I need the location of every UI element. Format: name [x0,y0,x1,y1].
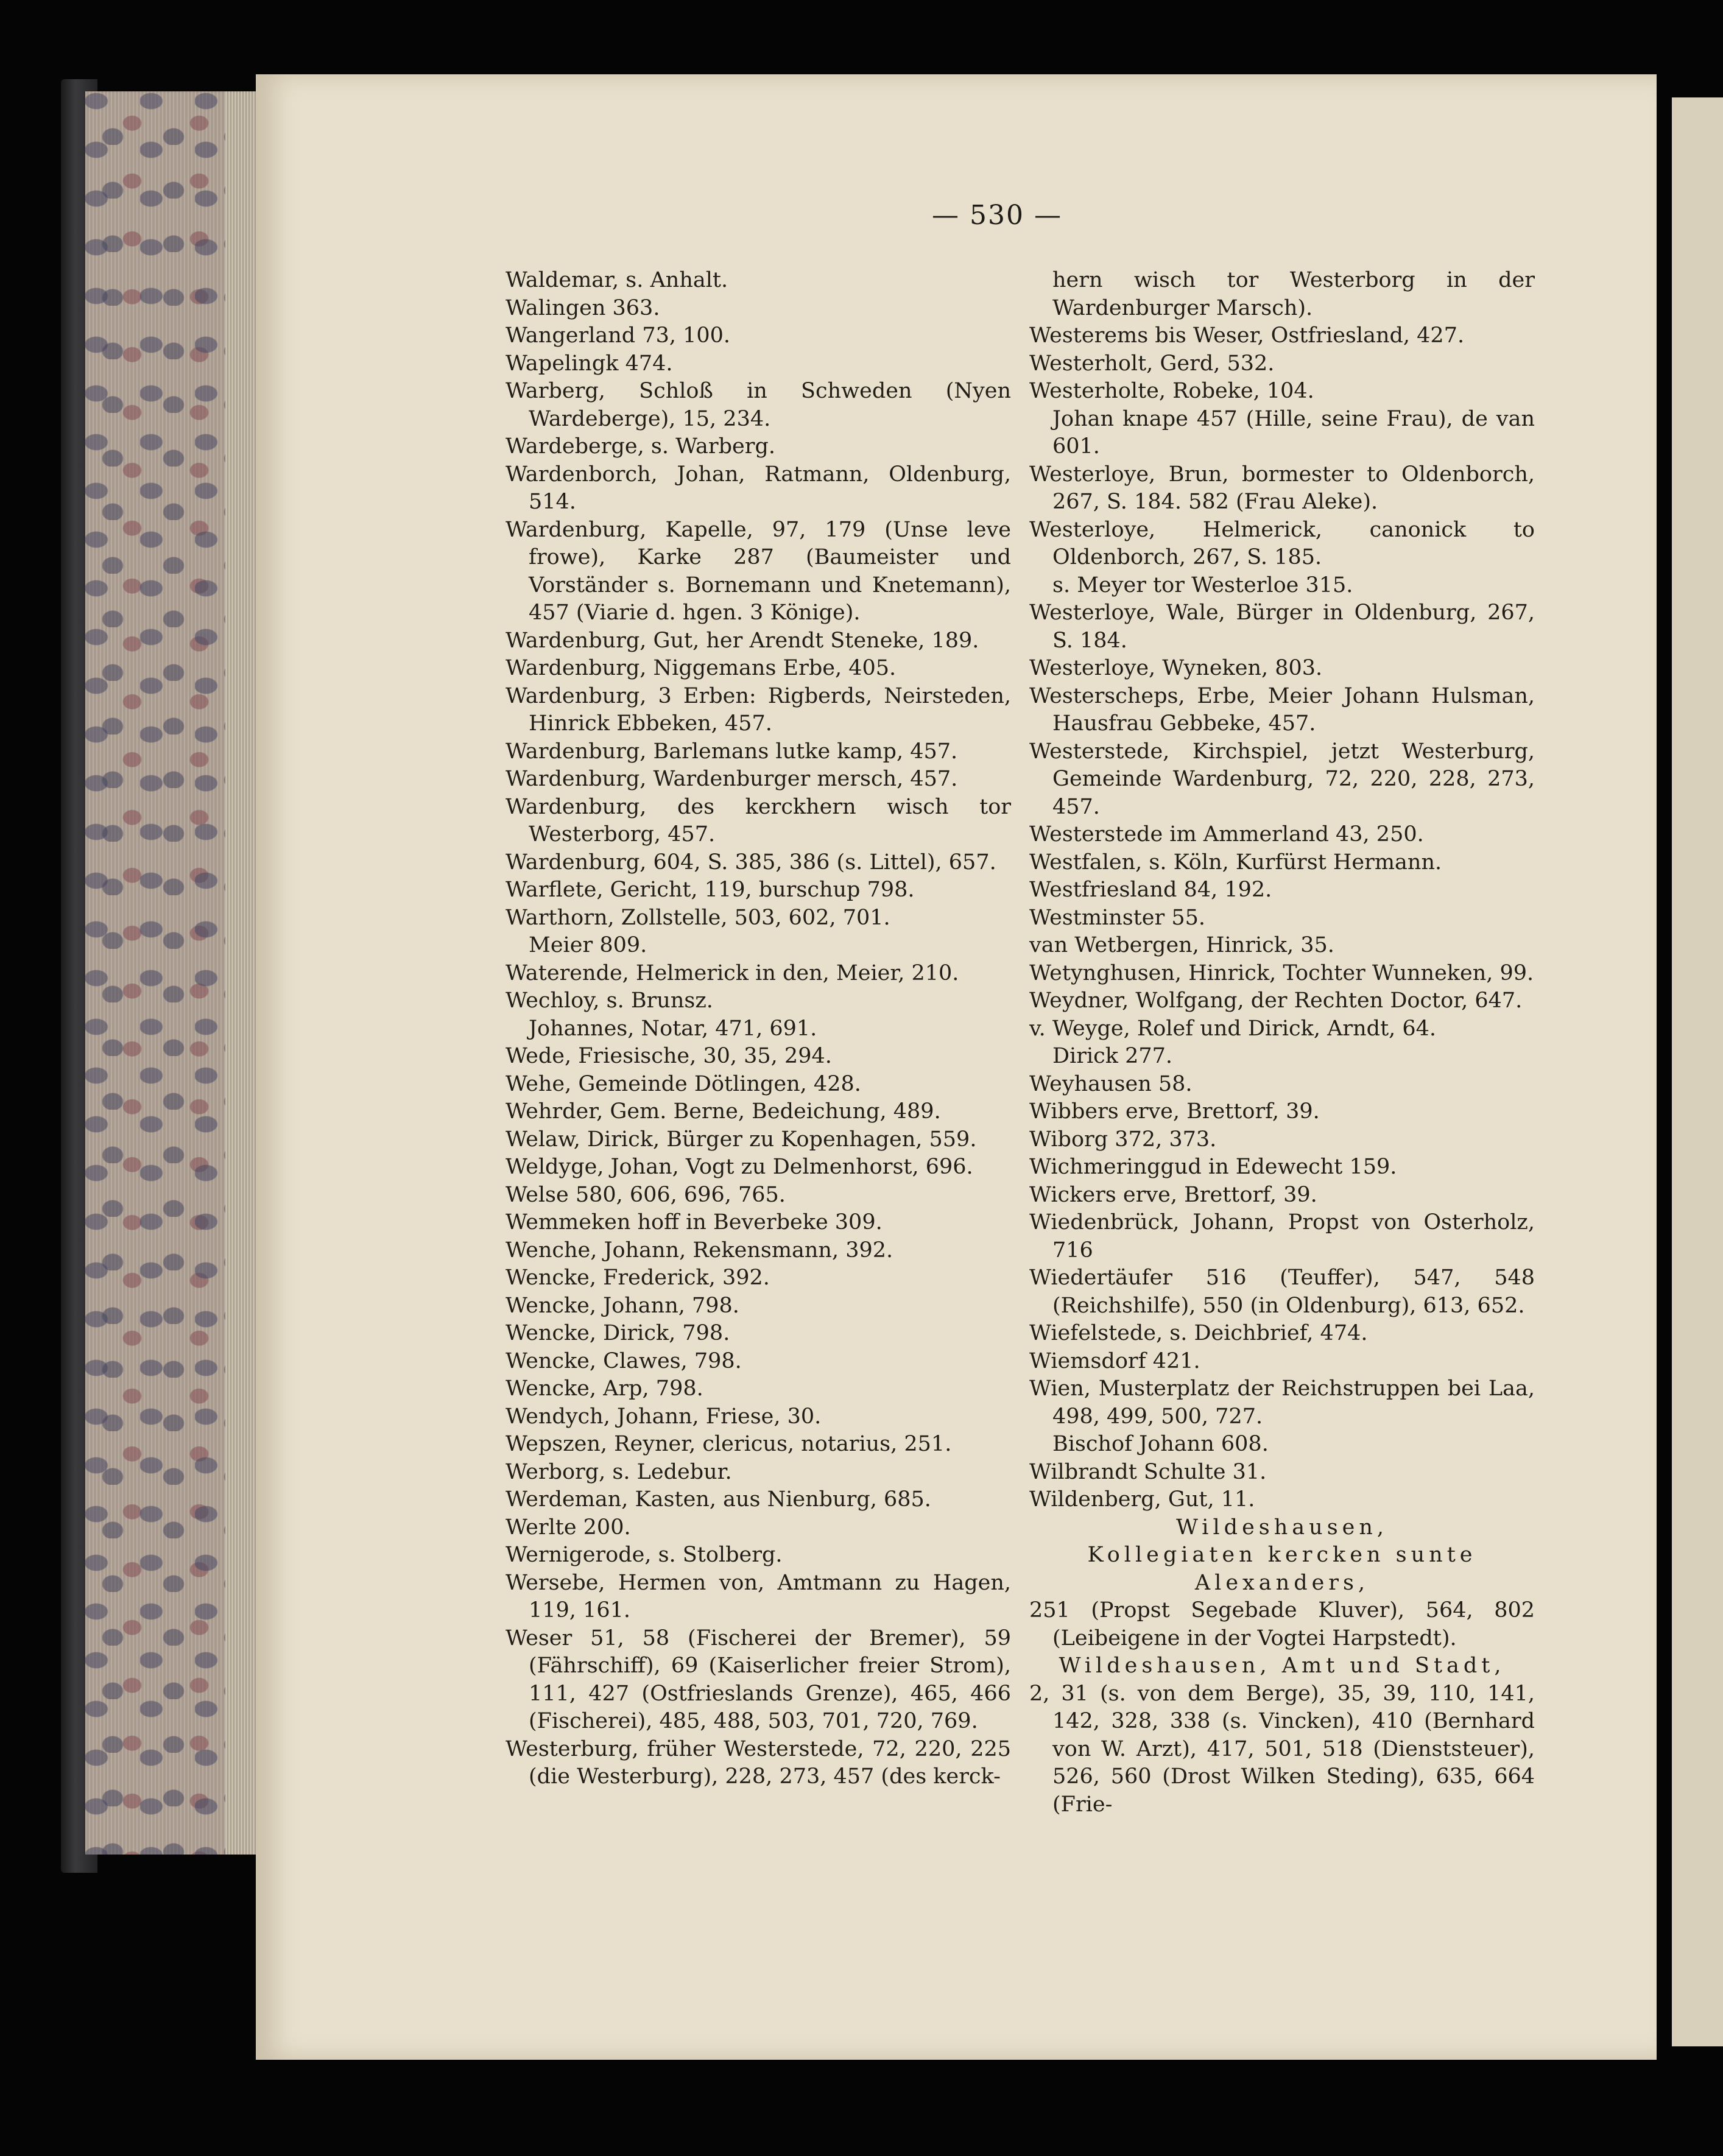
index-entry: 2, 31 (s. von dem Berge), 35, 39, 110, 141, 142, 328, 338 (s. Vincken), 410 (Bernhard von W. Arzt), 417, 501, 518 (Dienststeuer), 526, 560 (Drost Wilken Steding), 635, 664 (Frie- [1029,1681,1535,1817]
index-entry: Wiborg 372, 373. [1029,1127,1217,1152]
index-entry: Wepszen, Reyner, clericus, notarius, 251. [506,1432,952,1456]
index-entry: Johan knape 457 (Hille, seine Frau), de van 601. [1052,406,1535,459]
index-entry: Wildenberg, Gut, 11. [1029,1487,1255,1512]
index-entry: Walingen 363. [506,295,660,320]
index-entry: Wersebe, Hermen von, Amtmann zu Hagen, 119, 161. [506,1570,1011,1622]
index-entry: s. Meyer tor Westerloe 315. [1052,572,1353,597]
index-entry: Wien, Musterplatz der Reichstruppen bei Laa, 498, 499, 500, 727. [1029,1376,1535,1429]
index-entry: Westerloye, Helmerick, canonick to Oldenborch, 267, S. 185. [1029,517,1535,569]
index-entry: Wardenburg, Niggemans Erbe, 405. [506,656,897,680]
index-entry: Weser 51, 58 (Fischerei der Bremer), 59 (Fährschiff), 69 (Kaiserlicher freier Strom), 111, 427 (Ostfrieslands Grenze), 465, 466 (Fischerei), 485, 488, 503, 701, 720, 769. [506,1626,1011,1733]
index-entry: Wardenborch, Johan, Ratmann, Oldenburg, 514. [506,462,1011,514]
index-entry: Wencke, Frederick, 392. [506,1266,770,1290]
index-entry: Wehrder, Gem. Berne, Bedeichung, 489. [506,1099,941,1124]
index-entry: v. Weyge, Rolef und Dirick, Arndt, 64. [1029,1016,1437,1041]
marbled-page-edge [85,91,262,1855]
index-entry: Werdeman, Kasten, aus Nienburg, 685. [506,1487,931,1512]
index-entry: Wickers erve, Brettorf, 39. [1029,1182,1317,1207]
index-entry: Meier 809. [529,933,647,957]
index-entry: Wardenburg, Kapelle, 97, 179 (Unse leve frowe), Karke 287 (Baumeister und Vorständer s. Bornemann und Knetemann), 457 (Viarie d. hgen. 3 Könige). [506,517,1011,625]
index-entry: Wardenburg, Gut, her Arendt Steneke, 189. [506,628,979,653]
index-entry: Johannes, Notar, 471, 691. [529,1016,817,1041]
index-entry: Wiedenbrück, Johann, Propst von Osterholz, 716 [1029,1210,1535,1263]
index-column-left [506,267,1011,1791]
facing-page-edge [1672,97,1723,2046]
index-entry: Warberg, Schloß in Schweden (Nyen Wardeberge), 15, 234. [506,379,1011,431]
index-entry: Westminster 55. [1029,905,1206,930]
index-entry: Westerburg, früher Westerstede, 72, 220, 225 (die Westerburg), 228, 273, 457 (des kerck- [506,1736,1011,1789]
index-entry: Dirick 277. [1052,1044,1173,1068]
index-entry: Wilbrandt Schulte 31. [1029,1459,1267,1484]
index-heading: Kollegiaten kercken sunte [1087,1543,1477,1567]
index-entry: Westerems bis Weser, Ostfriesland, 427. [1029,323,1465,348]
index-entry: Wiemsdorf 421. [1029,1348,1200,1373]
index-heading: Wildeshausen, Amt und Stadt, [1059,1654,1506,1678]
index-entry: Wiefelstede, s. Deichbrief, 474. [1029,1321,1368,1345]
index-entry: Wichmeringgud in Edewecht 159. [1029,1155,1397,1179]
index-entry: Westerstede im Ammerland 43, 250. [1029,822,1424,847]
index-entry: Westerstede, Kirchspiel, jetzt Westerburg, Gemeinde Wardenburg, 72, 220, 228, 273, 457. [1029,739,1535,819]
index-heading: Alexanders, [1194,1570,1370,1595]
index-entry: Wardenburg, Barlemans lutke kamp, 457. [506,739,958,764]
index-entry: Bischof Johann 608. [1052,1432,1269,1456]
index-entry: van Wetbergen, Hinrick, 35. [1029,933,1334,957]
index-entry: Westerholt, Gerd, 532. [1029,351,1275,376]
index-entry: Waldemar, s. Anhalt. [506,268,728,292]
index-entry: Wapelingk 474. [506,351,673,376]
index-entry: Wardeberge, s. Warberg. [506,434,775,459]
index-entry: Wardenburg, des kerckhern wisch tor Westerborg, 457. [506,794,1011,847]
index-entry: Wencke, Arp, 798. [506,1376,703,1401]
index-entry: Welse 580, 606, 696, 765. [506,1182,786,1207]
index-heading: Wildeshausen, [1175,1515,1389,1540]
index-entry: Waterende, Helmerick in den, Meier, 210. [506,960,959,985]
index-entry: Westerloye, Wale, Bürger in Oldenburg, 267, S. 184. [1029,601,1535,653]
index-entry: Weldyge, Johan, Vogt zu Delmenhorst, 696. [506,1155,973,1179]
index-entry: Werborg, s. Ledebur. [506,1459,732,1484]
index-entry: hern wisch tor Westerborg in der Wardenburger Marsch). [1052,268,1535,320]
index-entry: Wiedertäufer 516 (Teuffer), 547, 548 (Reichshilfe), 550 (in Oldenburg), 613, 652. [1029,1266,1535,1318]
index-entry: Wencke, Johann, 798. [506,1293,739,1318]
index-entry: Wibbers erve, Brettorf, 39. [1029,1099,1320,1124]
index-entry: Wangerland 73, 100. [506,323,731,348]
page-number: — 530 — [932,200,1062,231]
index-entry: Wencke, Dirick, 798. [506,1321,730,1345]
index-entry: Wehe, Gemeinde Dötlingen, 428. [506,1071,861,1096]
index-entry: 251 (Propst Segebade Kluver), 564, 802 (Leibeigene in der Vogtei Harpstedt). [1029,1598,1535,1650]
index-entry: Wechloy, s. Brunsz. [506,988,713,1013]
index-entry: Westerscheps, Erbe, Meier Johann Hulsman, Hausfrau Gebbeke, 457. [1029,683,1535,736]
index-entry: Warflete, Gericht, 119, burschup 798. [506,878,915,902]
index-entry: Wencke, Clawes, 798. [506,1348,742,1373]
index-entry: Weydner, Wolfgang, der Rechten Doctor, 647. [1029,988,1523,1013]
index-entry: Westfalen, s. Köln, Kurfürst Hermann. [1029,850,1442,875]
index-entry: Werlte 200. [506,1515,631,1540]
index-entry: Warthorn, Zollstelle, 503, 602, 701. [506,905,890,930]
index-entry: Westerloye, Wyneken, 803. [1029,656,1323,680]
index-entry: Wardenburg, Wardenburger mersch, 457. [506,767,958,791]
index-entry: Westerloye, Brun, bormester to Oldenborch, 267, S. 184. 582 (Frau Aleke). [1029,462,1535,514]
index-entry: Westerholte, Robeke, 104. [1029,379,1314,403]
index-entry: Wenche, Johann, Rekensmann, 392. [506,1238,893,1263]
index-entry: Wendych, Johann, Friese, 30. [506,1404,822,1429]
index-entry: Wede, Friesische, 30, 35, 294. [506,1044,832,1068]
index-entry: Wernigerode, s. Stolberg. [506,1543,783,1567]
index-entry: Wardenburg, 604, S. 385, 386 (s. Littel), 657. [506,850,996,875]
index-entry: Wardenburg, 3 Erben: Rigberds, Neirsteden, Hinrick Ebbeken, 457. [506,683,1011,736]
index-entry: Wetynghusen, Hinrick, Tochter Wunneken, 99. [1029,960,1534,985]
index-column-right [1029,267,1535,1819]
index-entry: Westfriesland 84, 192. [1029,878,1272,902]
index-entry: Welaw, Dirick, Bürger zu Kopenhagen, 559. [506,1127,977,1152]
index-entry: Weyhausen 58. [1029,1071,1193,1096]
index-entry: Wemmeken hoff in Beverbeke 309. [506,1210,883,1235]
